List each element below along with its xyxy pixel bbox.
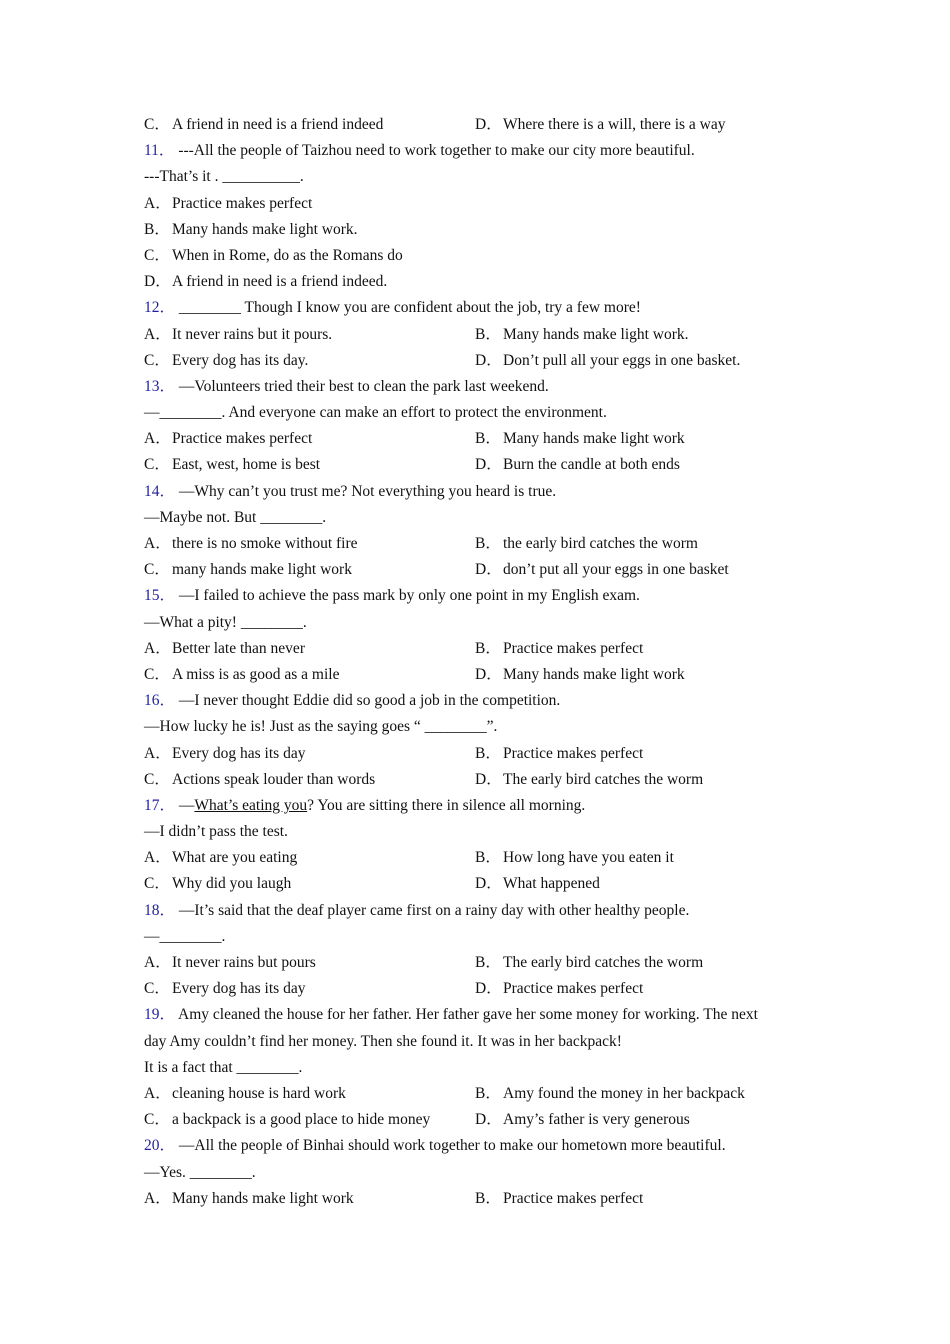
question-text: —I failed to achieve the pass mark by only one point in my English exam.: [178, 587, 640, 605]
question-number: 16．: [144, 692, 176, 710]
option-text: It never rains but pours: [172, 954, 316, 971]
option-d: D．The early bird catches the worm: [475, 770, 704, 788]
question-stem: [144, 295, 824, 321]
option-c: C． Why did you laugh: [144, 875, 292, 893]
option-text: Amy found the money in her backpack: [503, 1084, 745, 1102]
question-text: Amy cleaned the house for her father. Her father gave her some money for working. The next: [178, 1006, 758, 1024]
option-text: How long have you eaten it: [503, 849, 674, 867]
question-number: 14．: [144, 482, 176, 500]
question-line: —Maybe not. But ________.: [144, 508, 327, 526]
option-row: [144, 767, 824, 793]
question-stem: [144, 479, 824, 505]
option-text: the early bird catches the worm: [503, 535, 698, 552]
question-line: It is a fact that ________.: [144, 1058, 303, 1076]
option-row: [144, 741, 824, 767]
option-d: D．Where there is a will, there is a way: [475, 116, 726, 133]
option-c: C． When in Rome, do as the Romans do: [144, 246, 403, 264]
option-text: cleaning house is hard work: [172, 1084, 346, 1102]
question-number: 18．: [144, 901, 176, 919]
option-row: [144, 348, 824, 374]
option-text: Every dog has its day: [172, 980, 306, 998]
option-text: A friend in need is a friend indeed: [172, 116, 384, 133]
option-text: East, west, home is best: [172, 456, 321, 474]
option-row: [144, 950, 824, 976]
option-row: [144, 452, 824, 478]
question-line: —What a pity! ________.: [144, 613, 307, 631]
option-text: A miss is as good as a mile: [172, 665, 340, 683]
question-line: —Yes. ________.: [144, 1163, 256, 1181]
question-text: ---All the people of Taizhou need to work together to make our city more beautiful.: [178, 142, 695, 160]
option-b: B． Many hands make light work.: [475, 325, 689, 343]
option-b: B． How long have you eaten it: [475, 849, 674, 867]
question-stem: [144, 1002, 824, 1028]
option-text: Many hands make light work.: [172, 220, 358, 238]
question-stem: [144, 138, 824, 164]
option-d: D．don’t put all your eggs in one basket: [475, 561, 729, 579]
underlined-phrase: What’s eating you: [194, 796, 308, 814]
option-row: [144, 1107, 824, 1133]
option-row: [144, 1081, 824, 1107]
question-line: —How lucky he is! Just as the saying goes “ ________”.: [144, 718, 498, 736]
question-text: —I never thought Eddie did so good a job in the competition.: [178, 692, 561, 710]
option-row: [144, 1186, 824, 1212]
option-text: A friend in need is a friend indeed.: [172, 273, 388, 291]
option-row: [144, 531, 824, 557]
question-stem: [144, 688, 824, 714]
option-text: Practice makes perfect: [503, 639, 644, 657]
question-line: —________.: [144, 927, 226, 945]
question-number: 15．: [144, 587, 176, 605]
option-c: C． Actions speak louder than words: [144, 770, 376, 788]
option-text: The early bird catches the worm: [503, 770, 704, 788]
option-d: D．Many hands make light work: [475, 665, 685, 683]
option-a: A．Many hands make light work: [144, 1189, 354, 1207]
option-c: C． A miss is as good as a mile: [144, 665, 340, 683]
option-row: [144, 322, 824, 348]
question-line: ---That’s it . __________.: [144, 168, 304, 186]
option-text: Many hands make light work: [172, 1189, 354, 1207]
option-text: Many hands make light work.: [503, 325, 689, 343]
option-text: a backpack is a good place to hide money: [172, 1111, 431, 1129]
option-text: Every dog has its day.: [172, 351, 309, 369]
option-b: B． Amy found the money in her backpack: [475, 1084, 745, 1102]
option-a: A．What are you eating: [144, 849, 298, 867]
option-b: B． The early bird catches the worm: [475, 954, 704, 971]
option-a: A．It never rains but pours: [144, 954, 316, 971]
question-number: 11．: [144, 142, 175, 160]
option-text: Actions speak louder than words: [172, 770, 376, 788]
option-b: B． Practice makes perfect: [475, 639, 644, 657]
option-text: The early bird catches the worm: [503, 954, 704, 971]
question-stem: [144, 583, 824, 609]
question-text: —Why can’t you trust me? Not everything you heard is true.: [178, 482, 557, 500]
question-text: ________ Though I know you are confident about the job, try a few more!: [178, 299, 641, 317]
option-text: many hands make light work: [172, 561, 352, 579]
question-stem: [144, 1133, 824, 1159]
option-d: D．What happened: [475, 875, 600, 893]
option-text: Practice makes perfect: [503, 744, 644, 762]
option-a: A．there is no smoke without fire: [144, 535, 358, 552]
option-text: Better late than never: [172, 639, 305, 657]
question-stem: [144, 898, 824, 924]
option-c: C． East, west, home is best: [144, 456, 321, 474]
option-text: Many hands make light work: [503, 430, 685, 448]
option-b: B． Practice makes perfect: [475, 1189, 644, 1207]
option-d: D．Practice makes perfect: [475, 980, 644, 998]
option-text: What are you eating: [172, 849, 298, 867]
option-text: What happened: [503, 875, 600, 893]
option-text: Don’t pull all your eggs in one basket.: [503, 351, 741, 369]
option-a: A．cleaning house is hard work: [144, 1084, 346, 1102]
option-a: A．Every dog has its day: [144, 744, 306, 762]
option-text: Practice makes perfect: [503, 1189, 644, 1207]
option-row: [144, 845, 824, 871]
question-stem: [144, 374, 824, 400]
question-stem: 17． —What’s eating you? You are sitting there in silence all morning.: [144, 796, 586, 814]
option-text: Why did you laugh: [172, 875, 292, 893]
option-b: B． Practice makes perfect: [475, 744, 644, 762]
question-number: 19．: [144, 1006, 176, 1024]
option-text: Practice makes perfect: [172, 430, 313, 448]
option-text: Burn the candle at both ends: [503, 456, 680, 474]
question-line: —I didn’t pass the test.: [144, 823, 288, 841]
option-row: [144, 976, 824, 1002]
question-line: —________. And everyone can make an effort to protect the environment.: [144, 404, 607, 422]
question-number: 20．: [144, 1137, 176, 1155]
option-c: C． a backpack is a good place to hide money: [144, 1111, 431, 1129]
option-row: [144, 426, 824, 452]
option-text: Many hands make light work: [503, 665, 685, 683]
option-row: [144, 871, 824, 897]
option-d: D．Amy’s father is very generous: [475, 1111, 690, 1129]
option-c: C． Every dog has its day: [144, 980, 306, 998]
option-d: D．A friend in need is a friend indeed.: [144, 273, 388, 291]
option-c: C． Every dog has its day.: [144, 351, 309, 369]
option-a: A．Better late than never: [144, 639, 305, 657]
option-text: Practice makes perfect: [503, 980, 644, 998]
option-text: there is no smoke without fire: [172, 535, 358, 552]
option-text: Every dog has its day: [172, 744, 306, 762]
option-text: don’t put all your eggs in one basket: [503, 561, 729, 579]
option-row: [144, 636, 824, 662]
option-row: [144, 112, 824, 138]
question-text: —It’s said that the deaf player came first on a rainy day with other healthy people.: [178, 901, 690, 919]
question-text: —Volunteers tried their best to clean the park last weekend.: [178, 377, 549, 395]
question-number: 12．: [144, 299, 176, 317]
option-a: A．Practice makes perfect: [144, 430, 313, 448]
option-d: D．Burn the candle at both ends: [475, 456, 680, 474]
option-text: It never rains but it pours.: [172, 325, 333, 343]
option-row: [144, 557, 824, 583]
option-b: B． Many hands make light work.: [144, 220, 358, 238]
question-number: 13．: [144, 377, 176, 395]
option-a: A．It never rains but it pours.: [144, 325, 333, 343]
option-b: B． Many hands make light work: [475, 430, 685, 448]
option-text: When in Rome, do as the Romans do: [172, 246, 403, 264]
option-d: D．Don’t pull all your eggs in one basket.: [475, 351, 741, 369]
question-line: day Amy couldn’t find her money. Then she found it. It was in her backpack!: [144, 1032, 622, 1050]
option-c: C． many hands make light work: [144, 561, 352, 579]
question-text: —All the people of Binhai should work together to make our hometown more beautiful.: [178, 1137, 726, 1155]
option-text: Where there is a will, there is a way: [503, 116, 726, 133]
option-text: Amy’s father is very generous: [503, 1111, 690, 1129]
option-a: A．Practice makes perfect: [144, 194, 313, 212]
question-number: 17．: [144, 796, 176, 814]
option-row: [144, 662, 824, 688]
option-text: Practice makes perfect: [172, 194, 313, 212]
option-b: B． the early bird catches the worm: [475, 535, 698, 552]
exam-page: [144, 112, 824, 1212]
option-c: C． A friend in need is a friend indeed: [144, 116, 384, 133]
